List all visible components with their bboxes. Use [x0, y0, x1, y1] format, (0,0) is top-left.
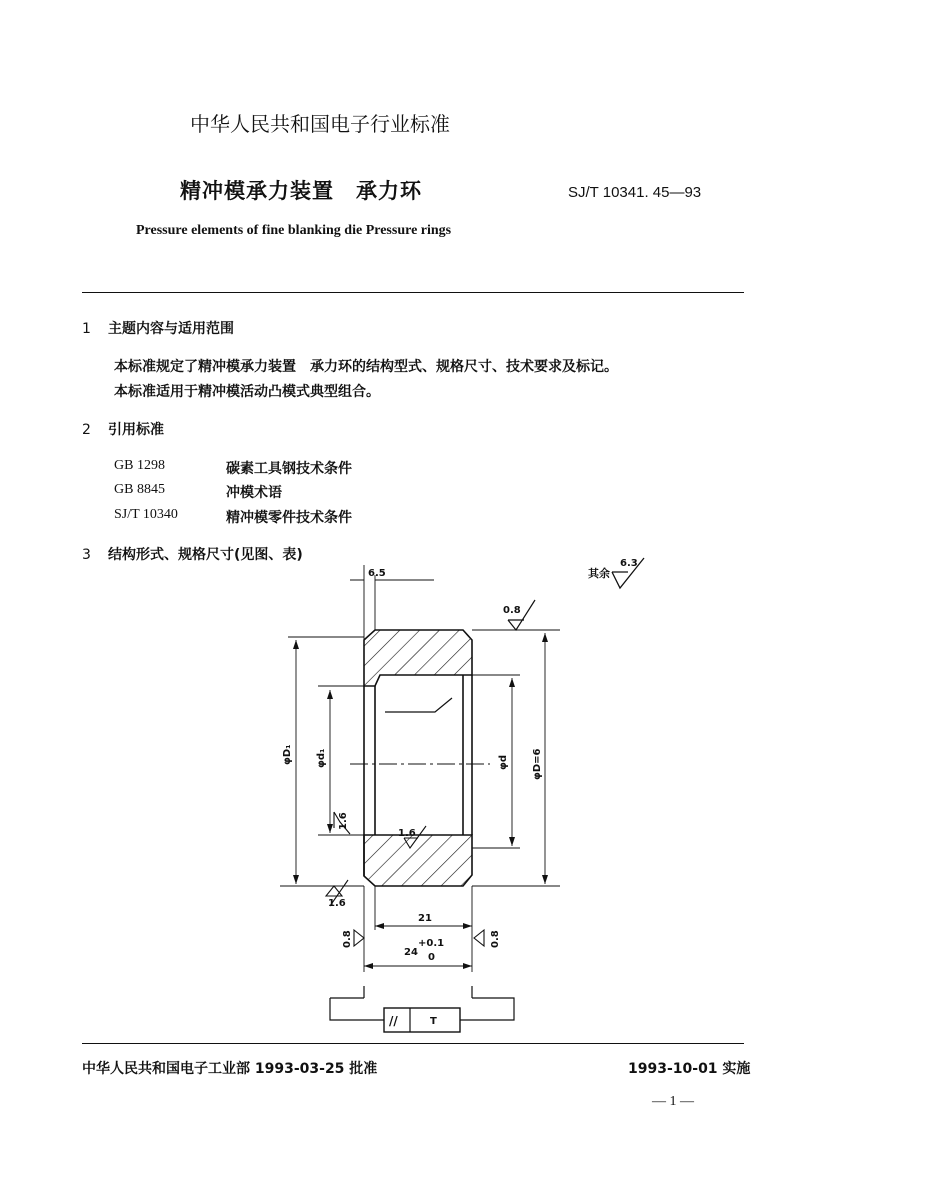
bore-diameter-label: φd — [498, 755, 509, 770]
reference-name: 冲模术语 — [226, 485, 282, 501]
section-title: 结构形式、规格尺寸(见图、表) — [108, 547, 303, 563]
other-roughness-label: 其余 — [588, 567, 610, 580]
page-number: — 1 — — [652, 1094, 694, 1109]
reference-code: SJ/T 10340 — [114, 507, 178, 522]
reference-name: 碳素工具钢技术条件 — [226, 461, 352, 477]
reference-name: 精冲模零件技术条件 — [226, 510, 352, 526]
document-title-en: Pressure elements of fine blanking die Pressure rings — [136, 223, 452, 238]
outer-fit-diameter-label: φD=6 — [532, 748, 543, 780]
issuing-standard-header: 中华人民共和国电子行业标准 — [190, 112, 450, 136]
header-divider — [82, 292, 744, 293]
top-roughness-value: 0.8 — [503, 605, 521, 616]
section-1-paragraph: 本标准规定了精冲模承力装置 承力环的结构型式、规格尺寸、技术要求及标记。 — [114, 359, 618, 375]
section-1-heading — [82, 318, 234, 338]
roughness-symbol-icon — [354, 930, 364, 946]
roughness-symbol-icon — [474, 930, 484, 946]
implementation-date: 1993-10-01 实施 — [628, 1061, 751, 1077]
section-top-half — [364, 630, 472, 686]
left-step-roughness-value: 1.6 — [338, 812, 349, 830]
bore-length-dimension: 21 — [418, 913, 432, 924]
length-extension-lines — [364, 886, 472, 972]
standard-number: SJ/T 10341. 45—93 — [568, 184, 702, 201]
outer-diameter-label: φD₁ — [282, 744, 293, 765]
top-step-dimension: 6.5 — [368, 568, 386, 579]
bottom-roughness-value: 1.6 — [328, 898, 346, 909]
section-title: 引用标准 — [108, 422, 164, 438]
section-number: 2 — [82, 422, 91, 438]
total-length-dimension: 24 — [404, 947, 418, 958]
bore-roughness-value: 1.6 — [398, 828, 416, 839]
datum-letter: T — [430, 1016, 437, 1027]
reference-code: GB 1298 — [114, 458, 165, 473]
section-number: 1 — [82, 321, 91, 337]
step-diameter-label: φd₁ — [316, 748, 327, 768]
length-tolerance-upper: +0.1 — [418, 938, 445, 949]
pressure-ring-drawing — [270, 555, 670, 1035]
footer-divider — [82, 1043, 744, 1044]
document-title-cn: 精冲模承力装置 承力环 — [180, 179, 422, 203]
right-face-roughness-value: 0.8 — [490, 930, 501, 948]
length-tolerance-lower: 0 — [428, 952, 435, 963]
other-roughness-value: 6.3 — [620, 558, 638, 569]
left-face-roughness-value: 0.8 — [342, 930, 353, 948]
parallelism-symbol: // — [389, 1014, 398, 1028]
section-2-heading — [82, 419, 164, 439]
section-number: 3 — [82, 547, 91, 563]
section-1-paragraph: 本标准适用于精冲模活动凸模式典型组合。 — [114, 384, 380, 400]
bore-chamfer — [385, 698, 452, 712]
reference-code: GB 8845 — [114, 482, 165, 497]
section-bottom-half — [364, 835, 472, 886]
datum-leader-lines — [330, 986, 514, 1020]
approval-line: 中华人民共和国电子工业部 1993-03-25 批准 — [82, 1061, 378, 1077]
section-title: 主题内容与适用范围 — [108, 321, 234, 337]
